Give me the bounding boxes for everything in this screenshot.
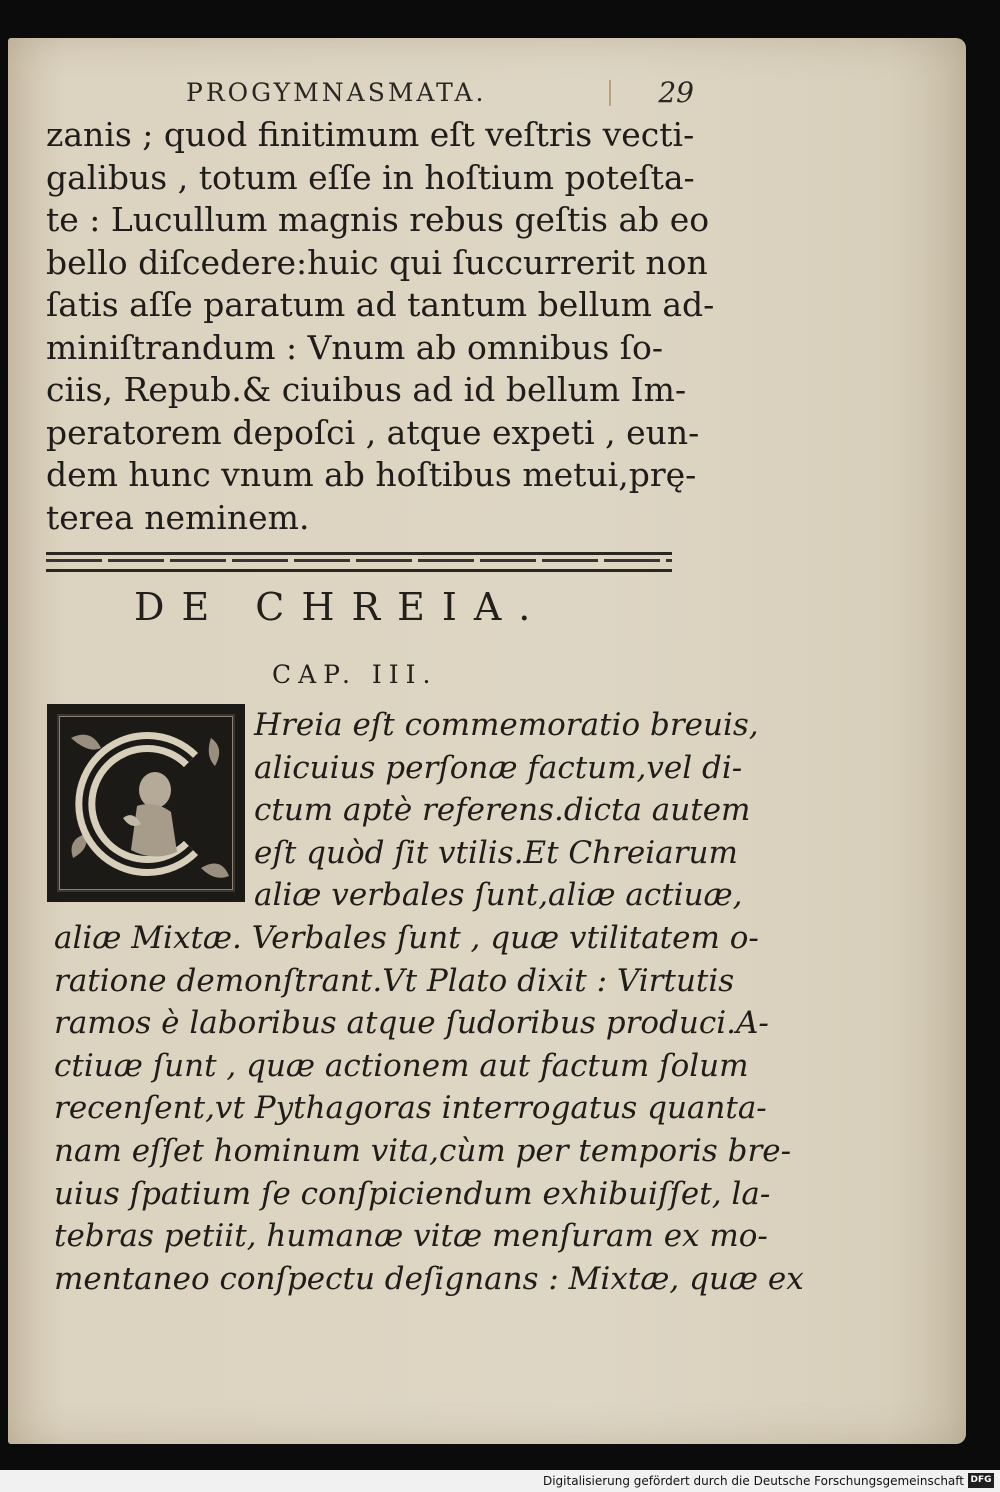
text-line: ctum aptè referens.dicta autem [254,792,751,829]
page-header [186,76,696,110]
chapter-heading: CAP. III. [272,660,438,689]
text-line: te : Lucullum magnis rebus geſtis ab eo [46,200,710,239]
text-line: mentaneo conſpectu deſignans : Mixtæ, quæ ex [54,1260,804,1297]
section-title: DE CHREIA. [134,585,548,629]
text-line: eſt quòd ſit vtilis.Et Chreiarum [254,834,738,871]
header-rule [609,80,611,106]
ornamental-rule [46,552,672,572]
text-line: ciis, Repub.& ciuibus ad id bellum Im- [46,370,687,409]
text-line: dem hunc vnum ab hoſtibus metui,prę- [46,455,697,494]
text-line: miniſtrandum : Vnum ab omnibus ſo- [46,327,664,367]
running-title: PROGYMNASMATA. [186,78,487,107]
text-line: recenſent,vt Pythagoras interrogatus quanta- [54,1090,767,1127]
italic-text-block [54,917,804,1300]
text-line: ſatis aſſe paratum ad tantum bellum ad- [46,285,715,324]
initial-ornament-icon [51,708,241,898]
text-line: terea neminem. [46,497,310,537]
text-line: bello diſcedere:huic qui ſuccurrerit non [46,242,708,282]
text-line: ctiuæ ſunt , quæ actionem aut factum ſolum [54,1047,749,1084]
dfg-logo-icon: DFG [968,1473,994,1488]
text-line: tebras petiit, humanæ vitæ menſuram ex mo- [54,1218,768,1255]
text-line: nam eſſet hominum vita,cùm per temporis bre- [54,1132,792,1169]
decorated-initial-c [47,704,245,902]
page-number: 29 [658,76,694,109]
roman-text-block [46,114,715,539]
text-line: galibus , totum eſſe in hoſtium poteſta- [46,157,695,197]
text-line: Hreia eſt commemoratio breuis, [254,707,759,743]
text-line: aliæ verbales ſunt,aliæ actiuæ, [254,877,743,914]
text-line: peratorem depoſci , atque expeti , eun- [46,412,700,452]
text-line: uius ſpatium ſe conſpiciendum exhibuiſſet, la- [54,1175,771,1212]
digitization-footer [0,1470,1000,1492]
italic-text-beside-initial [254,704,759,917]
text-line: alicuius perſonæ factum,vel di- [254,749,743,786]
text-line: zanis ; quod finitimum eſt veſtris vecti- [46,115,695,154]
funding-credit: Digitalisierung gefördert durch die Deutsche Forschungsgemeinschaft [542,1474,964,1488]
text-line: aliæ Mixtæ. Verbales ſunt , quæ vtilitatem o- [54,920,759,956]
text-line: ratione demonſtrant.Vt Plato dixit : Virtutis [54,962,735,999]
text-line: ramos è laboribus atque ſudoribus produci.A- [54,1005,769,1042]
